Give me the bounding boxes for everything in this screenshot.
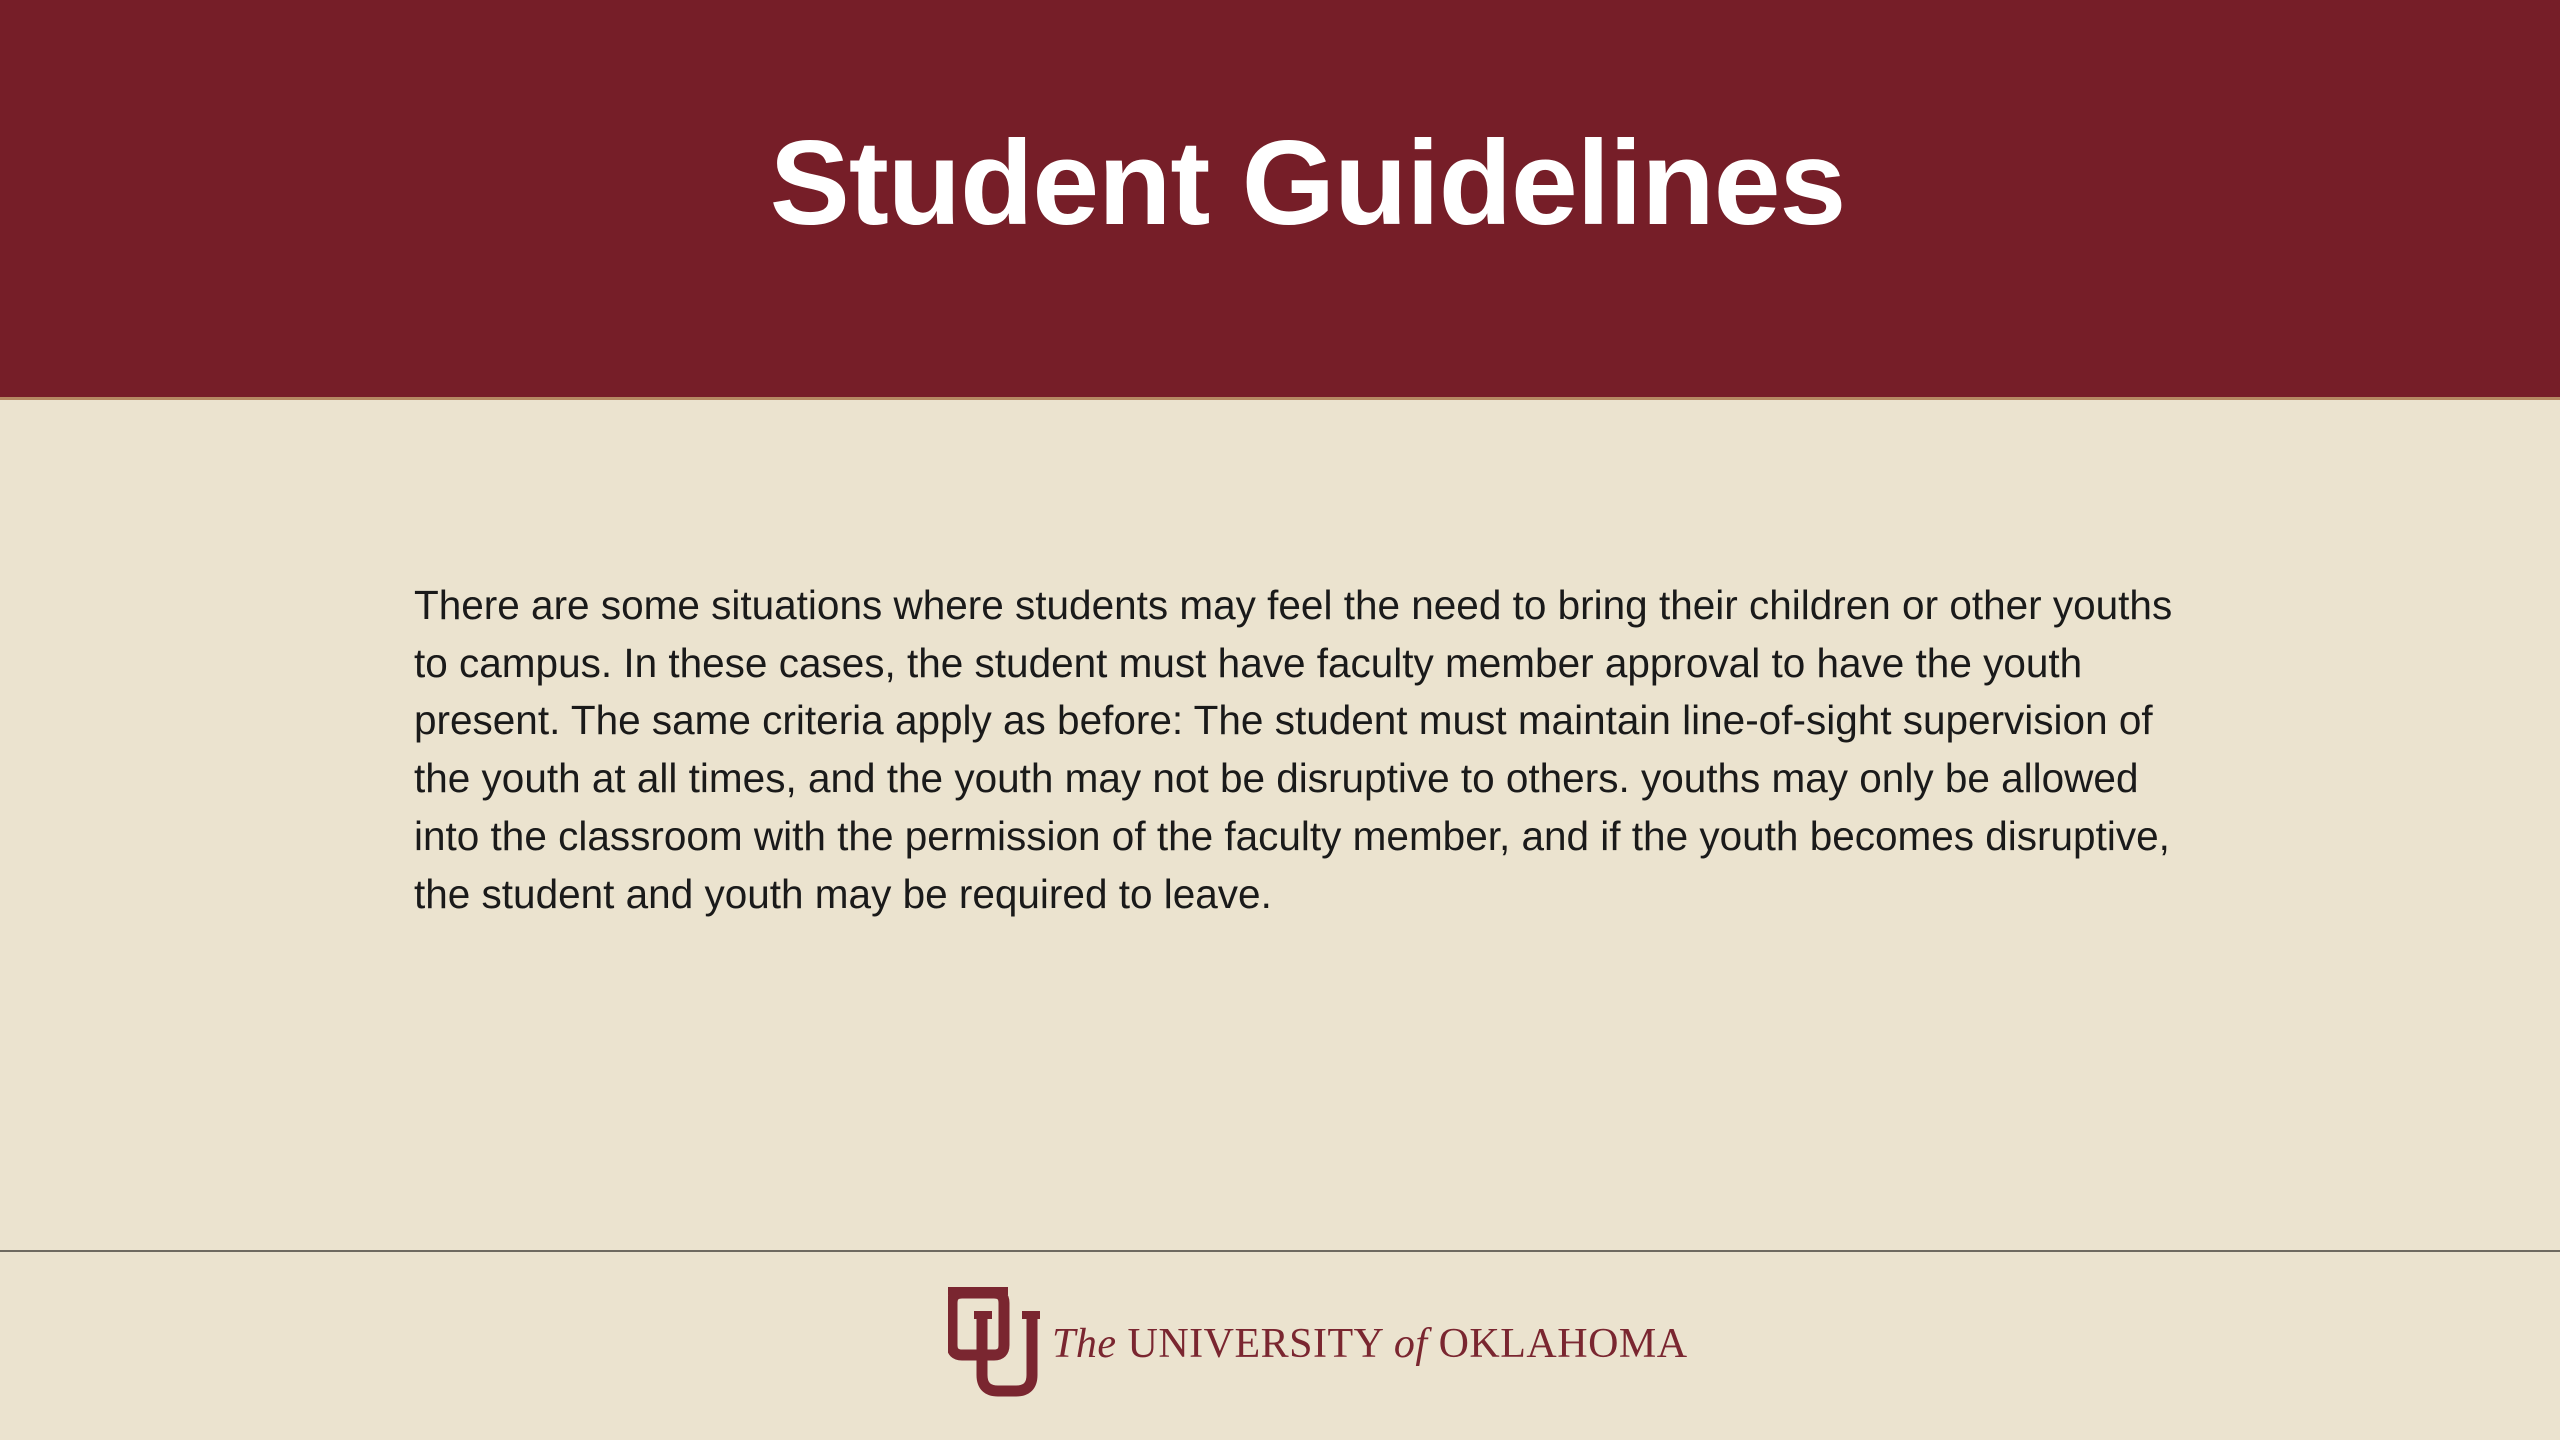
slide-body-text: There are some situations where students may feel the need to bring their children or other youths to campus. In these cases, the student must have faculty member approval to have the youth present. The same criteria apply as before: The student must maintain line-of-sight supervision of the youth at all times, and the youth may not be disruptive to others. youths may only be allowed into the classroom with the permission of the faculty member, and if the youth becomes disruptive, the student and youth may be required to leave. xyxy=(414,582,2173,917)
slide-title: Student Guidelines xyxy=(769,116,1846,250)
footer-divider xyxy=(0,1250,2560,1252)
university-logo xyxy=(948,1283,1688,1403)
title-bar xyxy=(0,0,2560,400)
ou-logo-mark-icon xyxy=(948,1283,1040,1401)
university-name: The UNIVERSITY of OKLAHOMA xyxy=(1052,1321,1688,1367)
